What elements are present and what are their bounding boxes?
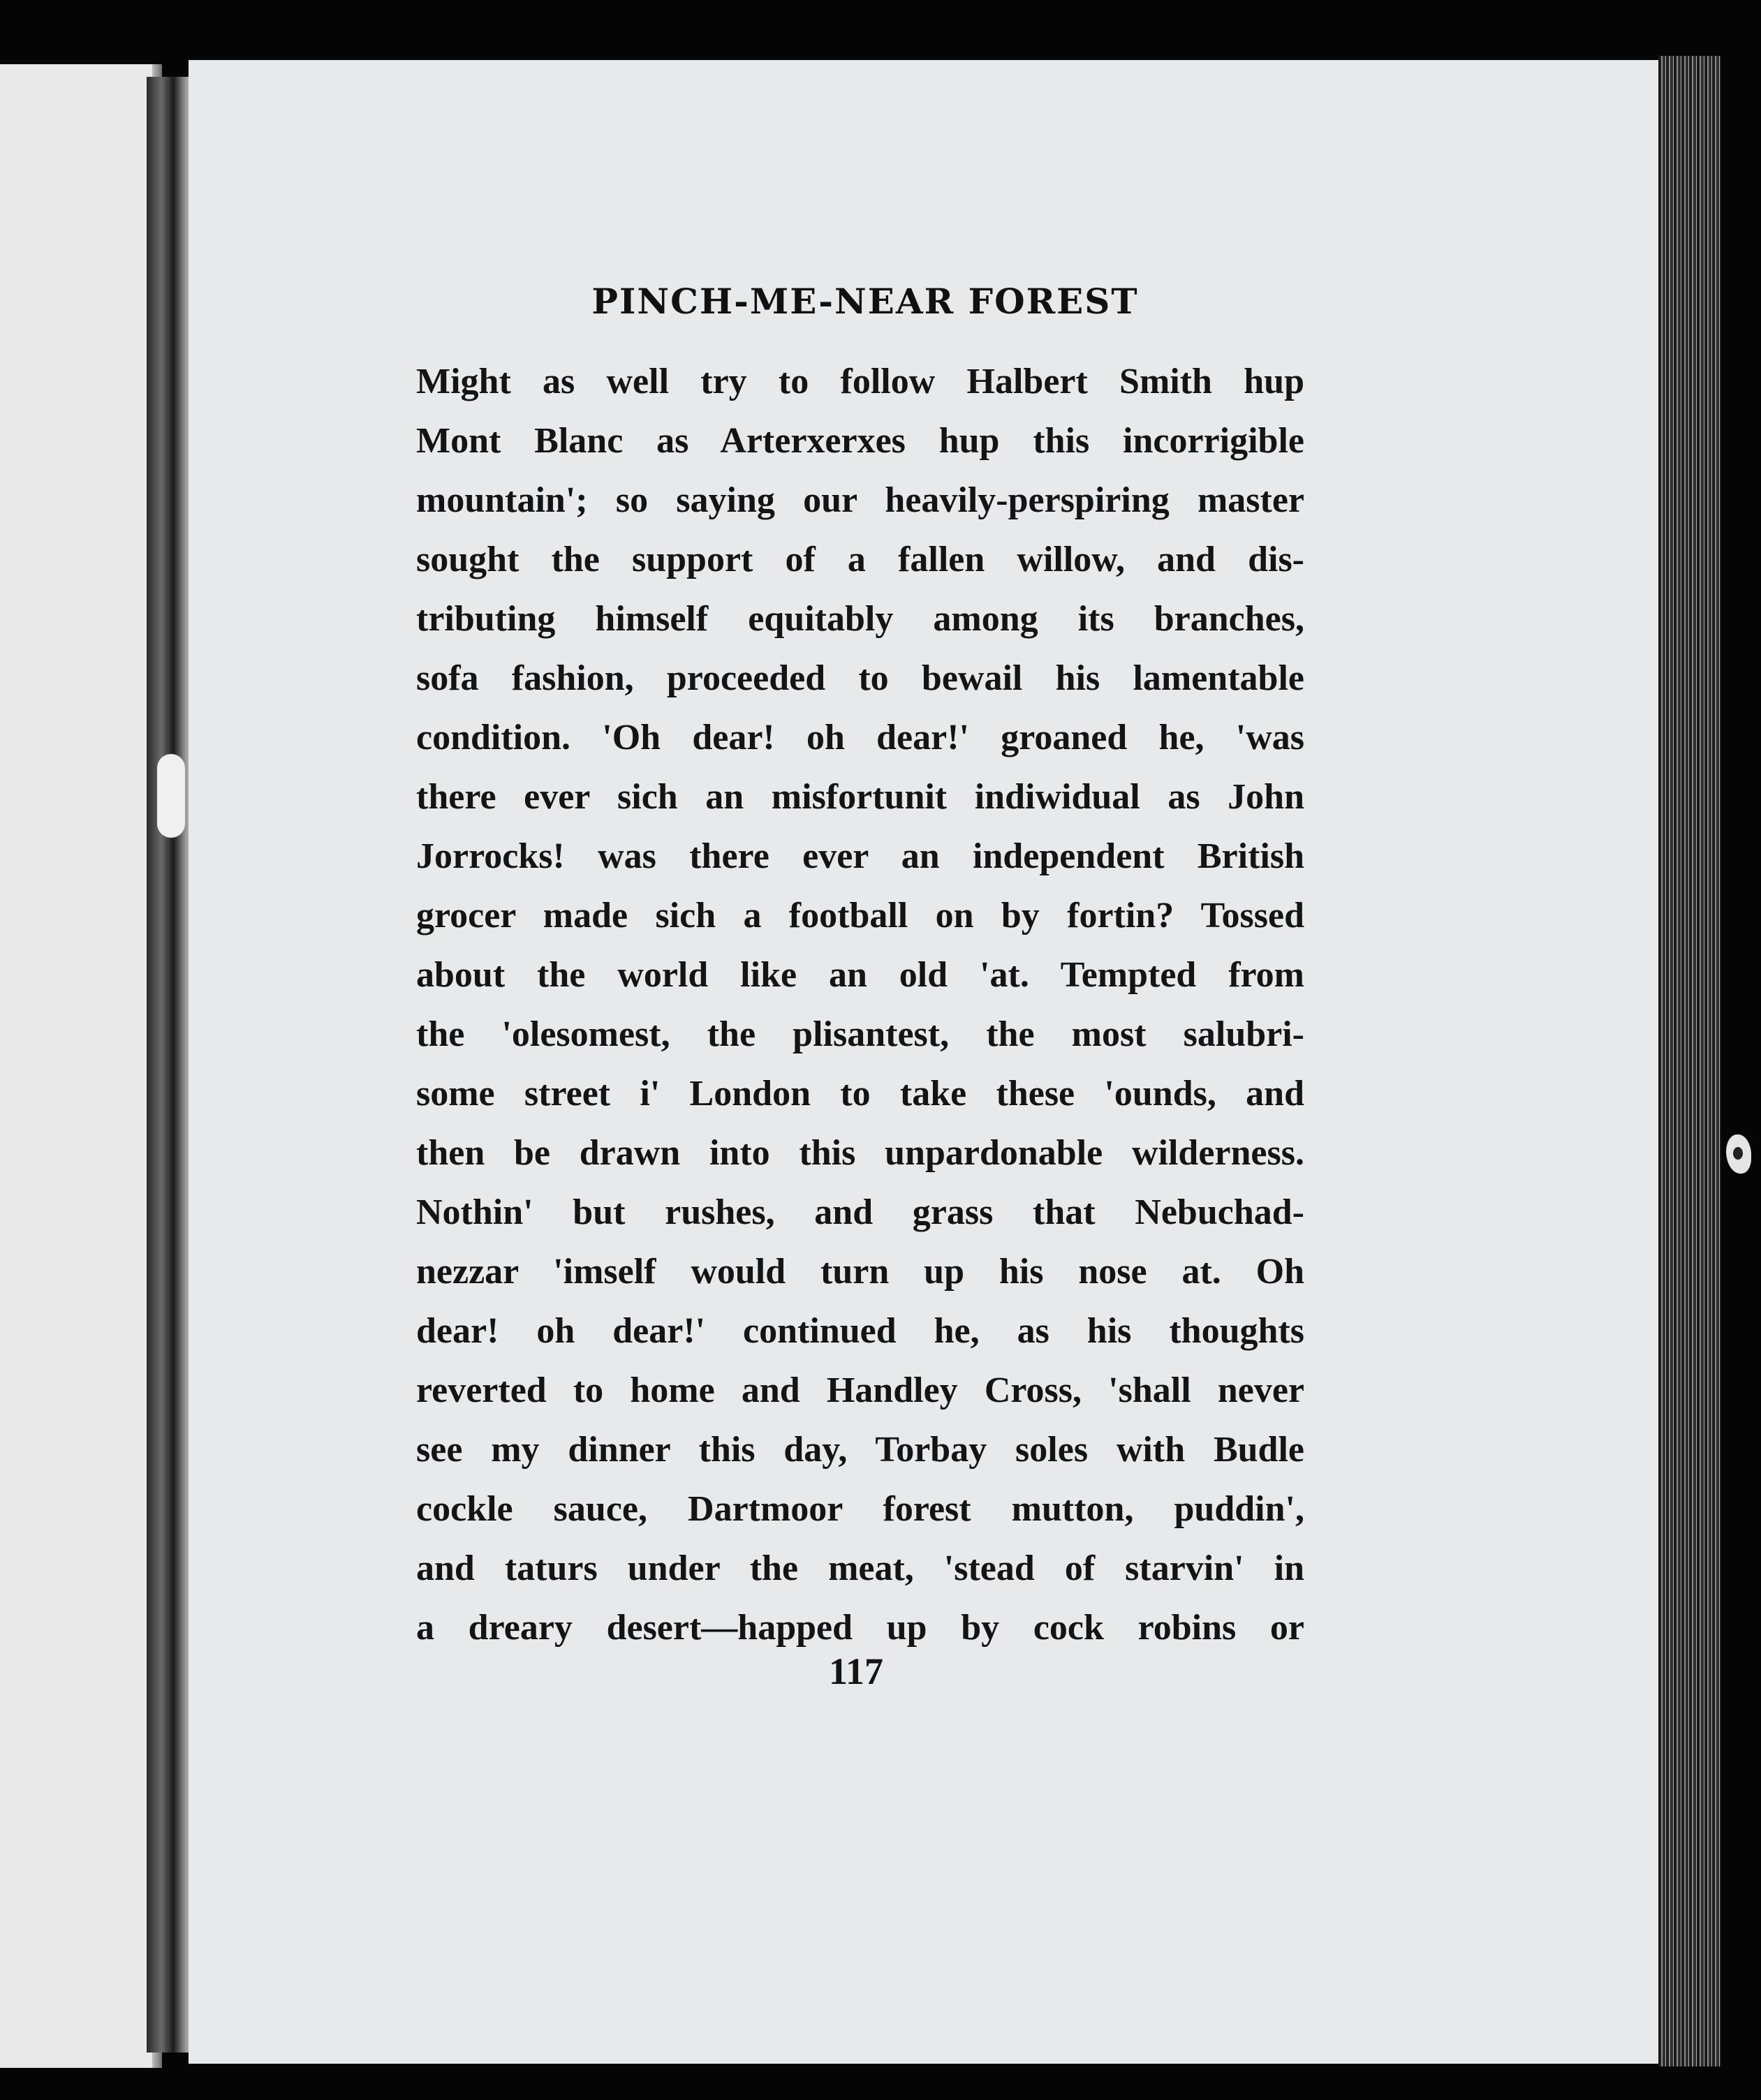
- page-edges: [1658, 56, 1721, 2066]
- text-line: Mont Blanc as Arterxerxes hup this incorrigible: [416, 421, 1304, 461]
- text-line: sought the support of a fallen willow, and dis-: [416, 540, 1304, 579]
- text-line: a dreary desert—happed up by cock robins or: [416, 1608, 1304, 1648]
- text-line: Nothin' but rushes, and grass that Nebuchad-: [416, 1192, 1304, 1232]
- left-facing-page: [0, 64, 162, 2068]
- text-line: Jorrocks! was there ever an independent British: [416, 836, 1304, 876]
- text-line: dear! oh dear!' continued he, as his thoughts: [416, 1311, 1304, 1351]
- text-line: the 'olesomest, the plisantest, the most salubri-: [416, 1014, 1304, 1054]
- text-line: about the world like an old 'at. Tempted from: [416, 955, 1304, 995]
- text-line: there ever sich an misfortunit indiwidual as John: [416, 777, 1304, 817]
- text-line: nezzar 'imself would turn up his nose at. Oh: [416, 1252, 1304, 1292]
- text-line: some street i' London to take these 'ounds, and: [416, 1074, 1304, 1114]
- text-line: mountain'; so saying our heavily-perspiring master: [416, 480, 1304, 520]
- text-line: cockle sauce, Dartmoor forest mutton, puddin',: [416, 1489, 1304, 1529]
- text-line: tributing himself equitably among its branches,: [416, 599, 1304, 639]
- text-line: and taturs under the meat, 'stead of starvin' in: [416, 1548, 1304, 1588]
- text-line: reverted to home and Handley Cross, 'shall never: [416, 1370, 1304, 1410]
- running-head: PINCH-ME-NEAR FOREST: [591, 281, 1139, 322]
- page-number: 117: [828, 1650, 884, 1692]
- gutter-highlight: [157, 754, 185, 838]
- text-line: sofa fashion, proceeded to bewail his lamentable: [416, 658, 1304, 698]
- text-line: then be drawn into this unpardonable wilderness.: [416, 1133, 1304, 1173]
- text-line: see my dinner this day, Torbay soles with Budle: [416, 1430, 1304, 1470]
- text-line: condition. 'Oh dear! oh dear!' groaned he, 'was: [416, 718, 1304, 757]
- text-line: grocer made sich a football on by fortin? Tossed: [416, 896, 1304, 936]
- body-text: [416, 352, 1304, 1657]
- text-line: Might as well try to follow Halbert Smith hup: [416, 362, 1304, 401]
- page-edge-mark: [1726, 1134, 1751, 1174]
